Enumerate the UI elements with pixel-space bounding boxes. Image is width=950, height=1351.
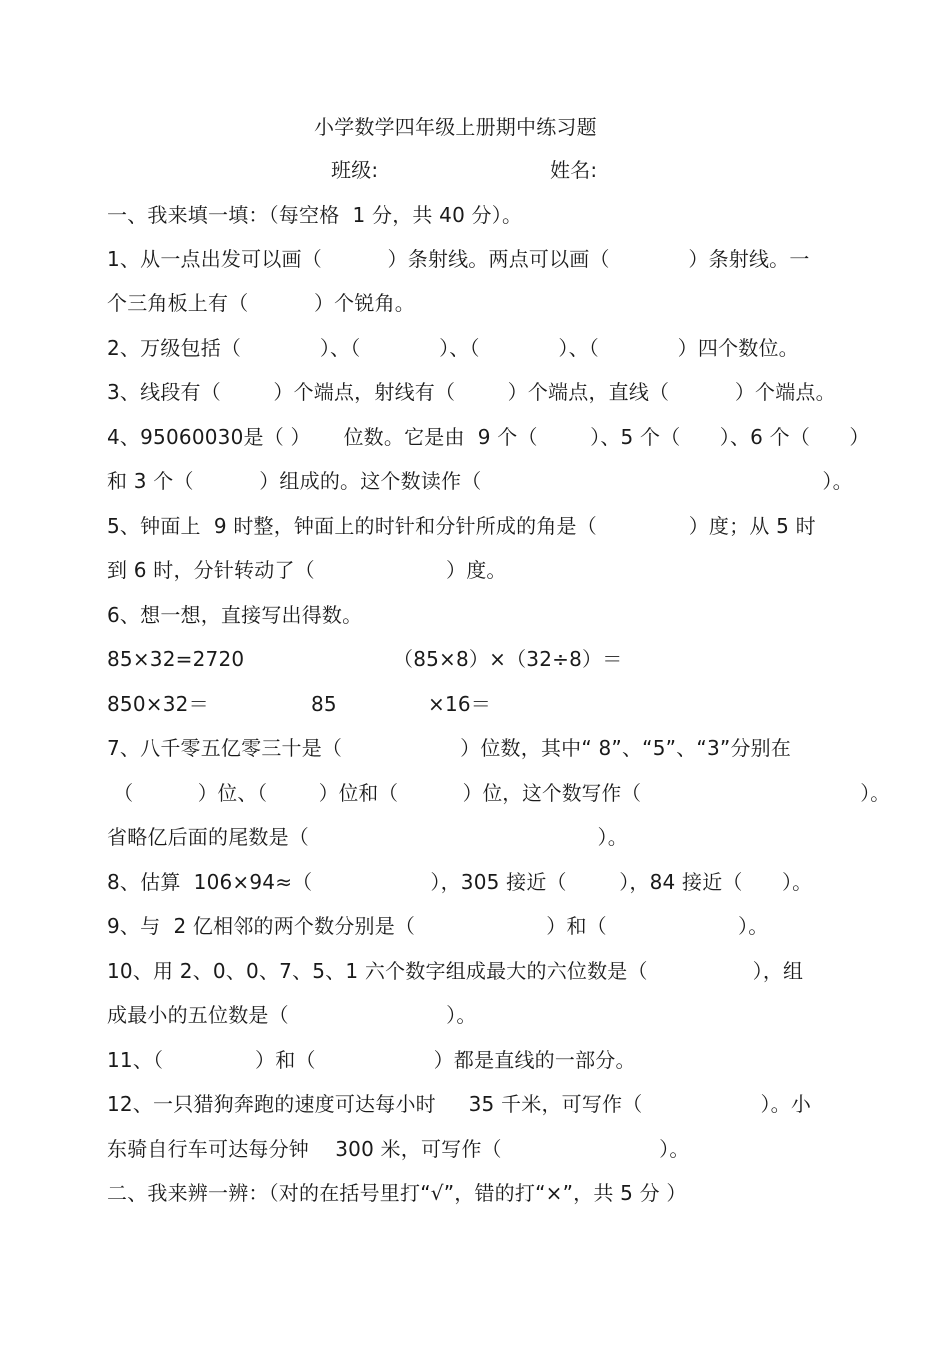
calc-2: （85×8）×（32÷8）＝ <box>393 647 623 671</box>
calc-4-operand: 85 <box>311 692 337 716</box>
question-11: 11、（ ）和（ ）都是直线的一部分。 <box>107 1048 636 1072</box>
question-12-line-2: 东骑自行车可达每分钟 300 米，可写作（ ）。 <box>107 1137 690 1161</box>
question-7-line-1: 7、八千零五亿零三十是（ ）位数，其中“ 8”、“5”、“3”分别在 <box>107 736 792 760</box>
question-1-line-2: 个三角板上有（ ）个锐角。 <box>107 291 415 315</box>
page-title: 小学数学四年级上册期中练习题 <box>314 115 597 139</box>
question-10-line-2: 成最小的五位数是（ ）。 <box>107 1003 477 1027</box>
section-heading-judge: 二、我来辨一辨：（对的在括号里打“√”，错的打“×”，共 5 分 ） <box>107 1181 687 1205</box>
question-6: 6、想一想，直接写出得数。 <box>107 603 363 627</box>
question-4-line-1: 4、95060030是（ ） 位数。它是由 9 个（ ）、5 个（ ）、6 个（ ） <box>107 425 870 449</box>
calc-3: 850×32＝ <box>107 692 209 716</box>
section-heading-fill: 一、我来填一填：（每空格 1 分，共 40 分）。 <box>107 203 523 227</box>
name-label: 姓名: <box>550 158 598 182</box>
question-12-line-1: 12、一只猎狗奔跑的速度可达每小时 35 千米，可写作（ ）。小 <box>107 1092 812 1116</box>
calc-1: 85×32=2720 <box>107 647 245 671</box>
question-7-line-2: （ ）位、（ ）位和（ ）位，这个数写作（ ）。 <box>107 781 891 805</box>
question-7-line-3: 省略亿后面的尾数是（ ）。 <box>107 825 628 849</box>
class-label: 班级: <box>331 158 379 182</box>
question-5-line-2: 到 6 时，分针转动了（ ）度。 <box>107 558 507 582</box>
question-4-line-2: 和 3 个（ ）组成的。这个数读作（ ）。 <box>107 469 853 493</box>
question-5-line-1: 5、钟面上 9 时整，钟面上的时针和分针所成的角是（ ）度；从 5 时 <box>107 514 816 538</box>
question-2: 2、万级包括（ ）、（ ）、（ ）、（ ）四个数位。 <box>107 336 799 360</box>
question-9: 9、与 2 亿相邻的两个数分别是（ ）和（ ）。 <box>107 914 769 938</box>
question-3: 3、线段有（ ）个端点，射线有（ ）个端点，直线（ ）个端点。 <box>107 380 836 404</box>
question-1-line-1: 1、从一点出发可以画（ ）条射线。两点可以画（ ）条射线。一 <box>107 247 810 271</box>
question-8: 8、估算 106×94≈（ ），305 接近（ ），84 接近（ ）。 <box>107 870 813 894</box>
calc-4-rest: ×16＝ <box>428 692 492 716</box>
question-10-line-1: 10、用 2、0、0、7、5、1 六个数字组成最大的六位数是（ ），组 <box>107 959 804 983</box>
